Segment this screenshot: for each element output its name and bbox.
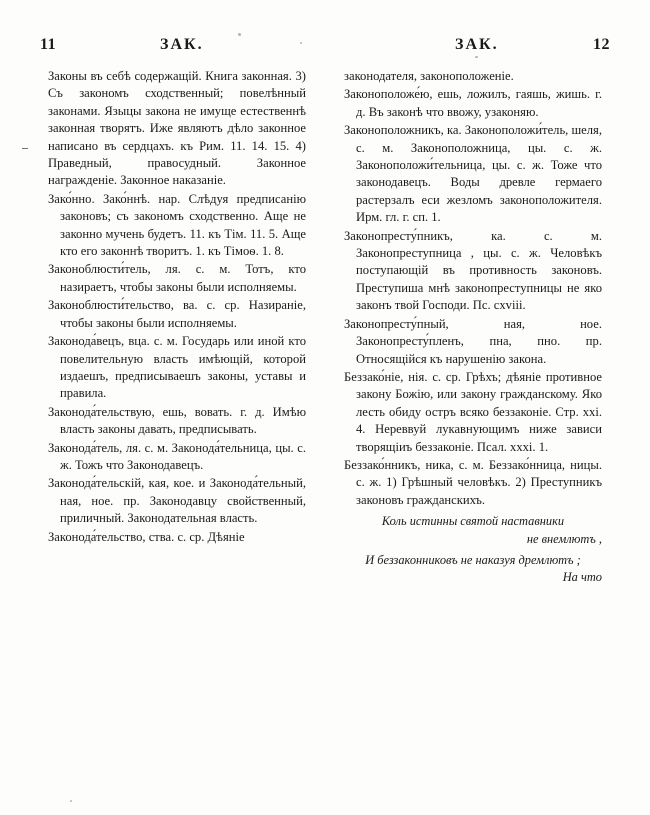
running-head-right: ЗАК. [455,36,499,53]
verse-line: не внемлютъ , [526,531,602,546]
dictionary-entry: Законода́тельство, ства. с. ср. Дѣяніе [48,529,245,544]
verse-line: На что [562,570,602,585]
margin-mark [22,148,28,149]
paper-speck [475,56,478,58]
dictionary-entry: Законода́вецъ, вца. с. м. Государь или иной кто повелительную власть имѣющій, которой издаешъ, предписываешъ законы, уставы и правила. [48,334,306,401]
column-right [344,68,602,587]
dictionary-entry: Законоположникъ, ка. Законоположи́тель, шеля, с. м. Законоположница, цы. с. ж. Законоположи́тельница, цы. с. ж. Тоже что законодавецъ. Воды древле гермаего растерзалъ еси жезломъ законоположителя. Ирм. гл. г. сп. 1. [344,123,602,225]
verse-line: И беззаконниковъ не наказуя дремлютъ ; [365,552,581,567]
dictionary-entry: Законода́тельскій, кая, кое. и Законода́тельный, ная, ное. пр. Законодавцу свойственный, приличный. Законодательная власть. [48,476,306,526]
dictionary-entry: Зако́нно. Зако́ннѣ. нар. Слѣдуя предписанію законовъ; съ закономъ сходственно. Аще не законно мучень будетъ. 11. къ Тім. 11. 5. Аще кто его законнѣ творитъ. 1. къ Тімоѳ. 1. 8. [48,191,306,259]
dictionary-entry: Законоблюсти́тель, ля. с. м. Тотъ, кто назираетъ, чтобы законы были исполняемы. [48,262,306,294]
dictionary-entry: Беззако́нникъ, ника, с. м. Беззако́нница, ницы. с. ж. 1) Грѣшный человѣкъ. 2) Преступникъ законовъ гражданскихъ. [344,457,602,507]
dictionary-entry: Законоположе́ю, ешь, ложилъ, гаяшь, жишь. г. д. Въ законѣ что ввожу, узаконяю. [344,87,602,119]
folio-left: 11 [40,36,57,53]
dictionary-entry: Законода́тель, ля. с. м. Законода́тельница, цы. с. ж. Тожъ что Законодавецъ. [48,440,306,472]
paper-speck [300,42,302,44]
column-left [48,68,306,547]
dictionary-entry: Законопресту́пный, ная, ное. Законопресту́пленъ, пна, пно. пр. Относящійся къ нарушенію закона. [344,316,602,366]
running-head-left: ЗАК. [160,36,204,53]
dictionary-entry: Законода́тельствую, ешь, вовать. г. д. Имѣю власть законы давать, предписывать. [48,404,306,437]
paper-speck [238,33,241,36]
text-columns [48,68,608,788]
paper-speck [70,800,72,802]
dictionary-entry: Законопресту́пникъ, ка. с. м. Законопреступница , цы. с. ж. Человѣкъ поступающій въ противность законовъ. Преступиша мнѣ законопреступницы не яко законъ твой Господи. Пс. cxviii. [344,228,602,313]
dictionary-entry: Беззако́ніе, нія. с. ср. Грѣхъ; дѣяніе противное закону Божію, или закону гражданскому. Яко лесть обиду остръ всяко беззаконіе. Стр. xxi. 4. Нереввуй лукавнующимъ ниже зависи творящіиъ беззаконіе. Псал. xxxi. 1. [344,369,602,454]
folio-right: 12 [593,36,610,53]
dictionary-entry: Законоблюсти́тельство, ва. с. ср. Назираніе, чтобы законы были исполняемы. [48,298,306,330]
dictionary-entry: Законы въ себѣ содержащій. Книга законная. 3) Съ закономъ сходственный; повелѣнный законами. Языцы закона не имуще естественнѣ законная творятъ. Иже являютъ дѣло законное написано въ сердцахъ. къ Рим. 11. 14. 15. 4) Праведный, правосудный. Законное награжденіе. Законное наказаніе. [48,69,306,188]
dictionary-entry: законодателя, законоположеніе. [344,69,514,83]
page-header [30,36,620,62]
verse-line: Коль истинны святой наставники [381,514,565,529]
